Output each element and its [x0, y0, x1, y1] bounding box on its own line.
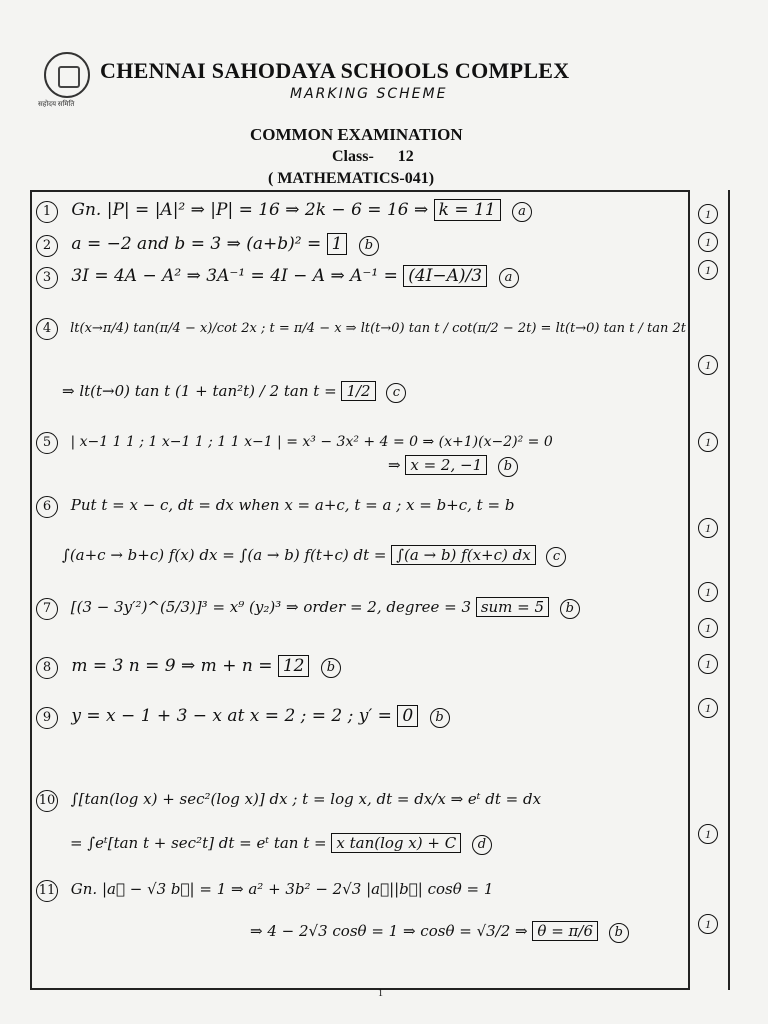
question-number: 10 [36, 790, 58, 812]
mark-1: 1 [698, 204, 718, 224]
question-4-continuation [62, 382, 406, 403]
mark-7b: 1 [698, 618, 718, 638]
question-text: ⇒ lt(t→0) tan t (1 + tan²t) / 2 tan t = [62, 382, 337, 400]
answer-option: b [321, 658, 341, 678]
mark-2: 1 [698, 232, 718, 252]
question-2 [36, 234, 379, 257]
mark-5: 1 [698, 432, 718, 452]
question-number: 7 [36, 598, 58, 620]
mark-10: 1 [698, 824, 718, 844]
question-text: a = −2 and b = 3 ⇒ (a+b)² = [71, 234, 322, 254]
answer-box: sum = 5 [476, 597, 549, 617]
answer-box: 12 [278, 655, 310, 677]
mark-3: 1 [698, 260, 718, 280]
mark-4: 1 [698, 355, 718, 375]
question-text: [(3 − 3y′²)^(5/3)]³ = x⁹ (y₂)³ ⇒ order = 2, degree = 3 [70, 598, 472, 616]
question-6-continuation [62, 546, 566, 567]
question-text: lt(x→π/4) tan(π/4 − x)/cot 2x ; t = π/4 − x ⇒ lt(t→0) tan t / cot(π/2 − 2t) = lt(t→0) tan t / tan 2t [70, 321, 686, 336]
question-11 [36, 880, 493, 902]
mark-8: 1 [698, 654, 718, 674]
question-number: 1 [36, 201, 58, 223]
question-number: 6 [36, 496, 58, 518]
exam-title: COMMON EXAMINATION [250, 125, 463, 144]
answer-box: x = 2, −1 [405, 455, 487, 475]
question-10 [36, 790, 541, 812]
question-text: Put t = x − c, dt = dx when x = a+c, t = a ; x = b+c, t = b [70, 496, 515, 514]
answer-box: ∫(a → b) f(x+c) dx [391, 545, 535, 565]
mark-7: 1 [698, 582, 718, 602]
question-1 [36, 200, 532, 223]
question-9 [36, 706, 450, 729]
answer-option: b [560, 599, 580, 619]
answer-option: b [430, 708, 450, 728]
question-text: ⇒ [388, 456, 401, 474]
page-number: 1 [378, 988, 383, 999]
answer-option: b [498, 457, 518, 477]
question-11-continuation [250, 922, 629, 943]
answer-box: (4I−A)/3 [403, 265, 487, 287]
question-number: 11 [36, 880, 58, 902]
answer-frame [30, 190, 690, 990]
question-number: 9 [36, 707, 58, 729]
class-label: Class- [332, 148, 374, 165]
mark-11: 1 [698, 914, 718, 934]
question-text: = ∫eᵗ[tan t + sec²t] dt = eᵗ tan t = [70, 834, 327, 852]
answer-option: b [359, 236, 379, 256]
answer-box: 1 [327, 233, 348, 255]
logo-caption: सहोदय समिति [38, 100, 75, 108]
answer-box: θ = π/6 [532, 921, 598, 941]
mark-6: 1 [698, 518, 718, 538]
question-10-continuation [70, 834, 492, 855]
question-4 [36, 318, 686, 340]
answer-box: 0 [397, 705, 418, 727]
school-logo [44, 52, 90, 98]
answer-option: c [386, 383, 406, 403]
question-text: y = x − 1 + 3 − x at x = 2 ; = 2 ; y′ = [71, 706, 392, 726]
question-number: 3 [36, 267, 58, 289]
question-8 [36, 656, 341, 679]
question-7 [36, 598, 580, 620]
question-text: Gn. |a⃗ − √3 b⃗| = 1 ⇒ a² + 3b² − 2√3 |a⃗||b⃗| cosθ = 1 [70, 880, 494, 898]
answer-option: c [546, 547, 566, 567]
question-text: ∫(a+c → b+c) f(x) dx = ∫(a → b) f(t+c) dt = [62, 546, 387, 564]
question-number: 4 [36, 318, 58, 340]
question-text: ⇒ 4 − 2√3 cosθ = 1 ⇒ cosθ = √3/2 ⇒ [250, 922, 528, 940]
question-number: 5 [36, 432, 58, 454]
question-number: 8 [36, 657, 58, 679]
answer-option: a [499, 268, 519, 288]
question-text: | x−1 1 1 ; 1 x−1 1 ; 1 1 x−1 | = x³ − 3x² + 4 = 0 ⇒ (x+1)(x−2)² = 0 [70, 434, 553, 450]
question-6 [36, 496, 514, 518]
answer-box: x tan(log x) + C [331, 833, 461, 853]
question-5 [36, 432, 553, 454]
question-5-continuation [388, 456, 518, 477]
mark-9: 1 [698, 698, 718, 718]
class-line [332, 148, 414, 166]
question-text: Gn. |P| = |A|² ⇒ |P| = 16 ⇒ 2k − 6 = 16 ⇒ [71, 200, 429, 220]
question-number: 2 [36, 235, 58, 257]
question-text: ∫[tan(log x) + sec²(log x)] dx ; t = log x, dt = dx/x ⇒ eᵗ dt = dx [70, 790, 542, 808]
answer-box: 1/2 [341, 381, 375, 401]
question-3 [36, 266, 519, 289]
answer-option: a [512, 202, 532, 222]
class-value: 12 [397, 148, 414, 165]
answer-option: b [609, 923, 629, 943]
answer-option: d [472, 835, 492, 855]
school-title: CHENNAI SAHODAYA SCHOOLS COMPLEX [100, 58, 570, 83]
subject-title: ( MATHEMATICS-041) [268, 170, 435, 187]
question-text: 3I = 4A − A² ⇒ 3A⁻¹ = 4I − A ⇒ A⁻¹ = [71, 266, 398, 286]
question-text: m = 3 n = 9 ⇒ m + n = [71, 656, 273, 676]
answer-box: k = 11 [434, 199, 501, 221]
scheme-title: MARKING SCHEME [290, 86, 448, 102]
